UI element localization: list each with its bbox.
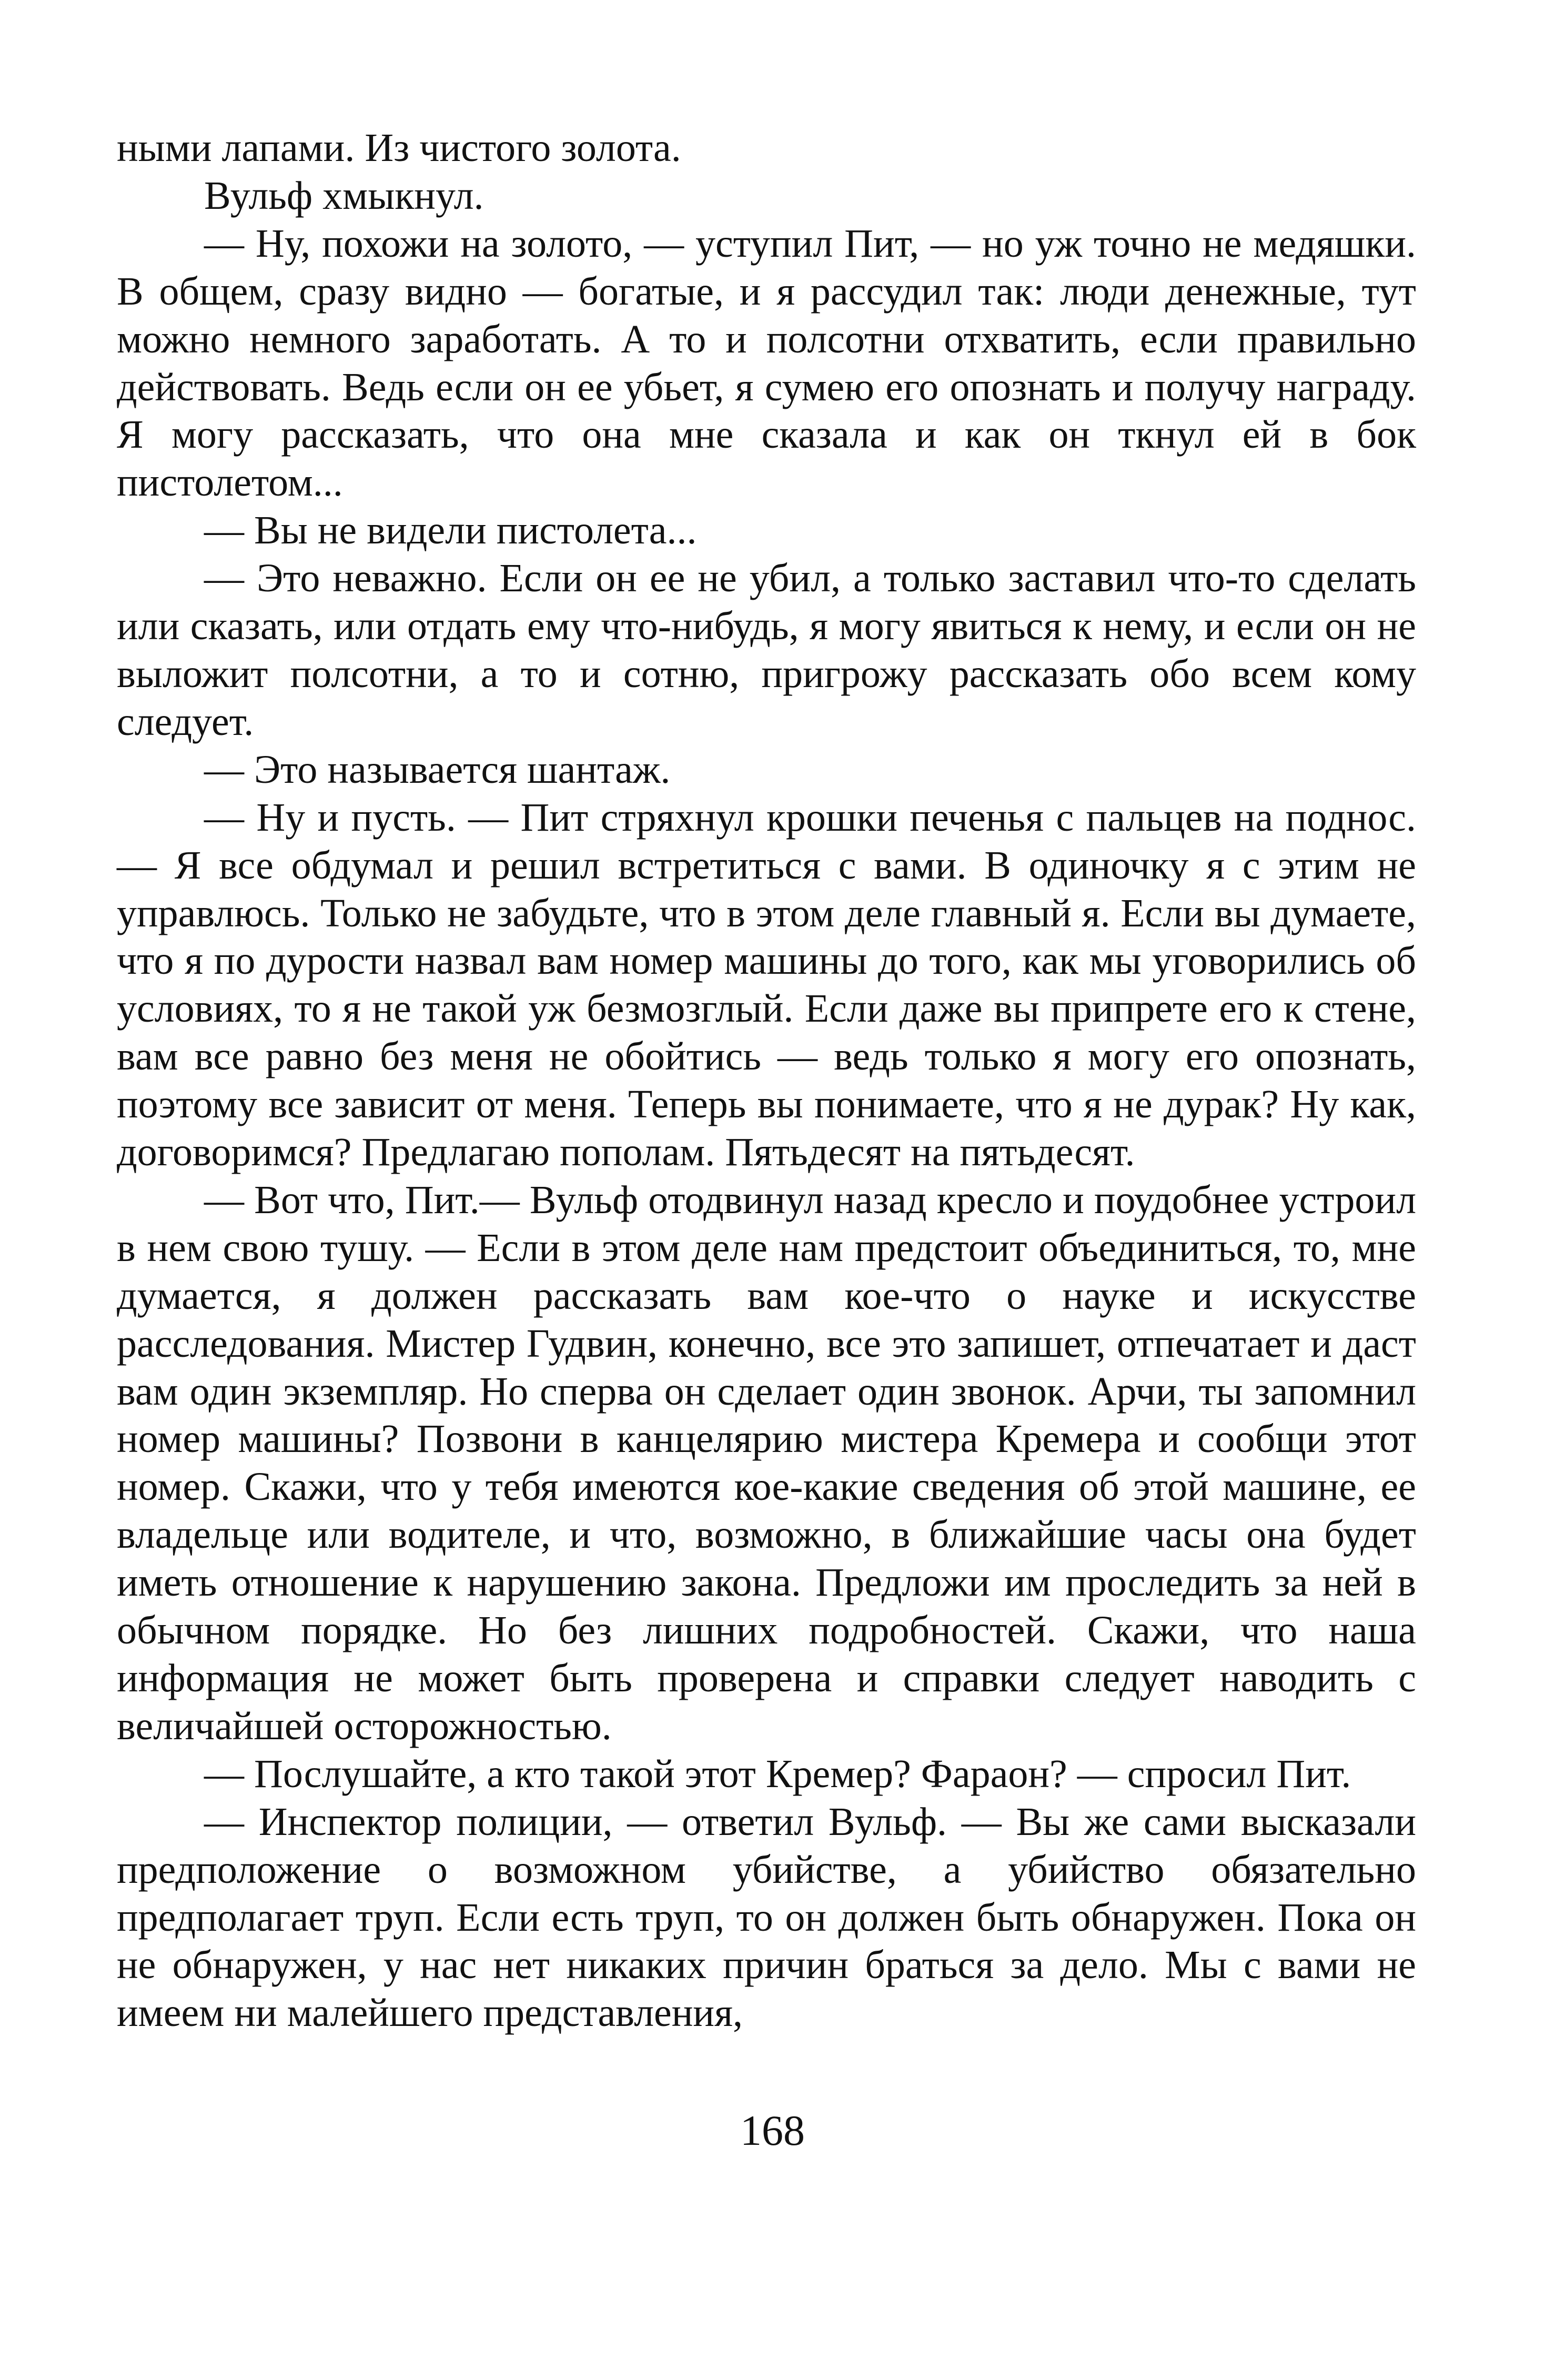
paragraph-continuation: ными лапами. Из чистого золота. <box>117 126 681 170</box>
page-number: 168 <box>740 2106 805 2154</box>
paragraph: — Это неважно. Если он ее не убил, а только заставил что-то сделать или сказать, или отдать ему что-нибудь, я могу явиться к нему, и если он не выложит полсотни, а то и сотню, пригрожу рассказать обо всем кому следует. <box>117 556 1416 744</box>
paragraph: Вульф хмыкнул. <box>204 173 484 218</box>
page-body-text <box>117 124 1416 2037</box>
paragraph: — Вы не видели пистолета... <box>204 508 697 553</box>
paragraph: — Это называется шантаж. <box>204 747 671 792</box>
paragraph: — Вот что, Пит.— Вульф отодвинул назад кресло и поудобнее устроил в нем свою тушу. — Если в этом деле нам предстоит объединиться, то, мне думается, я должен рассказать вам кое-что о науке и искусстве расследования. Мистер Гудвин, конечно, все это запишет, отпечатает и даст вам один экземпляр. Но сперва он сделает один звонок. Арчи, ты запомнил номер машины? Позвони в канцелярию мистера Кремера и сообщи этот номер. Скажи, что у тебя имеются кое-какие сведения об этой машине, ее владельце или водителе, и что, возможно, в ближайшие часы она будет иметь отношение к нарушению закона. Предложи им проследить за ней в обычном порядке. Но без лишних подробностей. Скажи, что наша информация не может быть проверена и справки следует наводить с величайшей осторожностью. <box>117 1177 1416 1748</box>
paragraph: — Послушайте, а кто такой этот Кремер? Фараон? — спросил Пит. <box>204 1751 1351 1796</box>
paragraph: — Ну, похожи на золото, — уступил Пит, — но уж точно не медяшки. В общем, сразу видно — богатые, и я рассудил так: люди денежные, тут можно немного заработать. А то и полсотни отхватить, если правильно действовать. Ведь если он ее убьет, я сумею его опознать и получу награду. Я могу рассказать, что она мне сказала и как он ткнул ей в бок пистолетом... <box>117 221 1416 505</box>
paragraph: — Инспектор полиции, — ответил Вульф. — Вы же сами высказали предположение о возможном убийстве, а убийство обязательно предполагает труп. Если есть труп, то он должен быть обнаружен. Пока он не обнаружен, у нас нет никаких причин браться за дело. Мы с вами не имеем ни малейшего представления, <box>117 1799 1416 2035</box>
paragraph: — Ну и пусть. — Пит стряхнул крошки печенья с пальцев на поднос. — Я все обдумал и решил встретиться с вами. В одиночку я с этим не управлюсь. Только не забудьте, что в этом деле главный я. Если вы думаете, что я по дурости назвал вам номер машины до того, как мы уговорились об условиях, то я не такой уж безмозглый. Если даже вы припрете его к стене, вам все равно без меня не обойтись — ведь только я могу его опознать, поэтому все зависит от меня. Теперь вы понимаете, что я не дурак? Ну как, договоримся? Предлагаю пополам. Пятьдесят на пятьдесят. <box>117 795 1416 1175</box>
